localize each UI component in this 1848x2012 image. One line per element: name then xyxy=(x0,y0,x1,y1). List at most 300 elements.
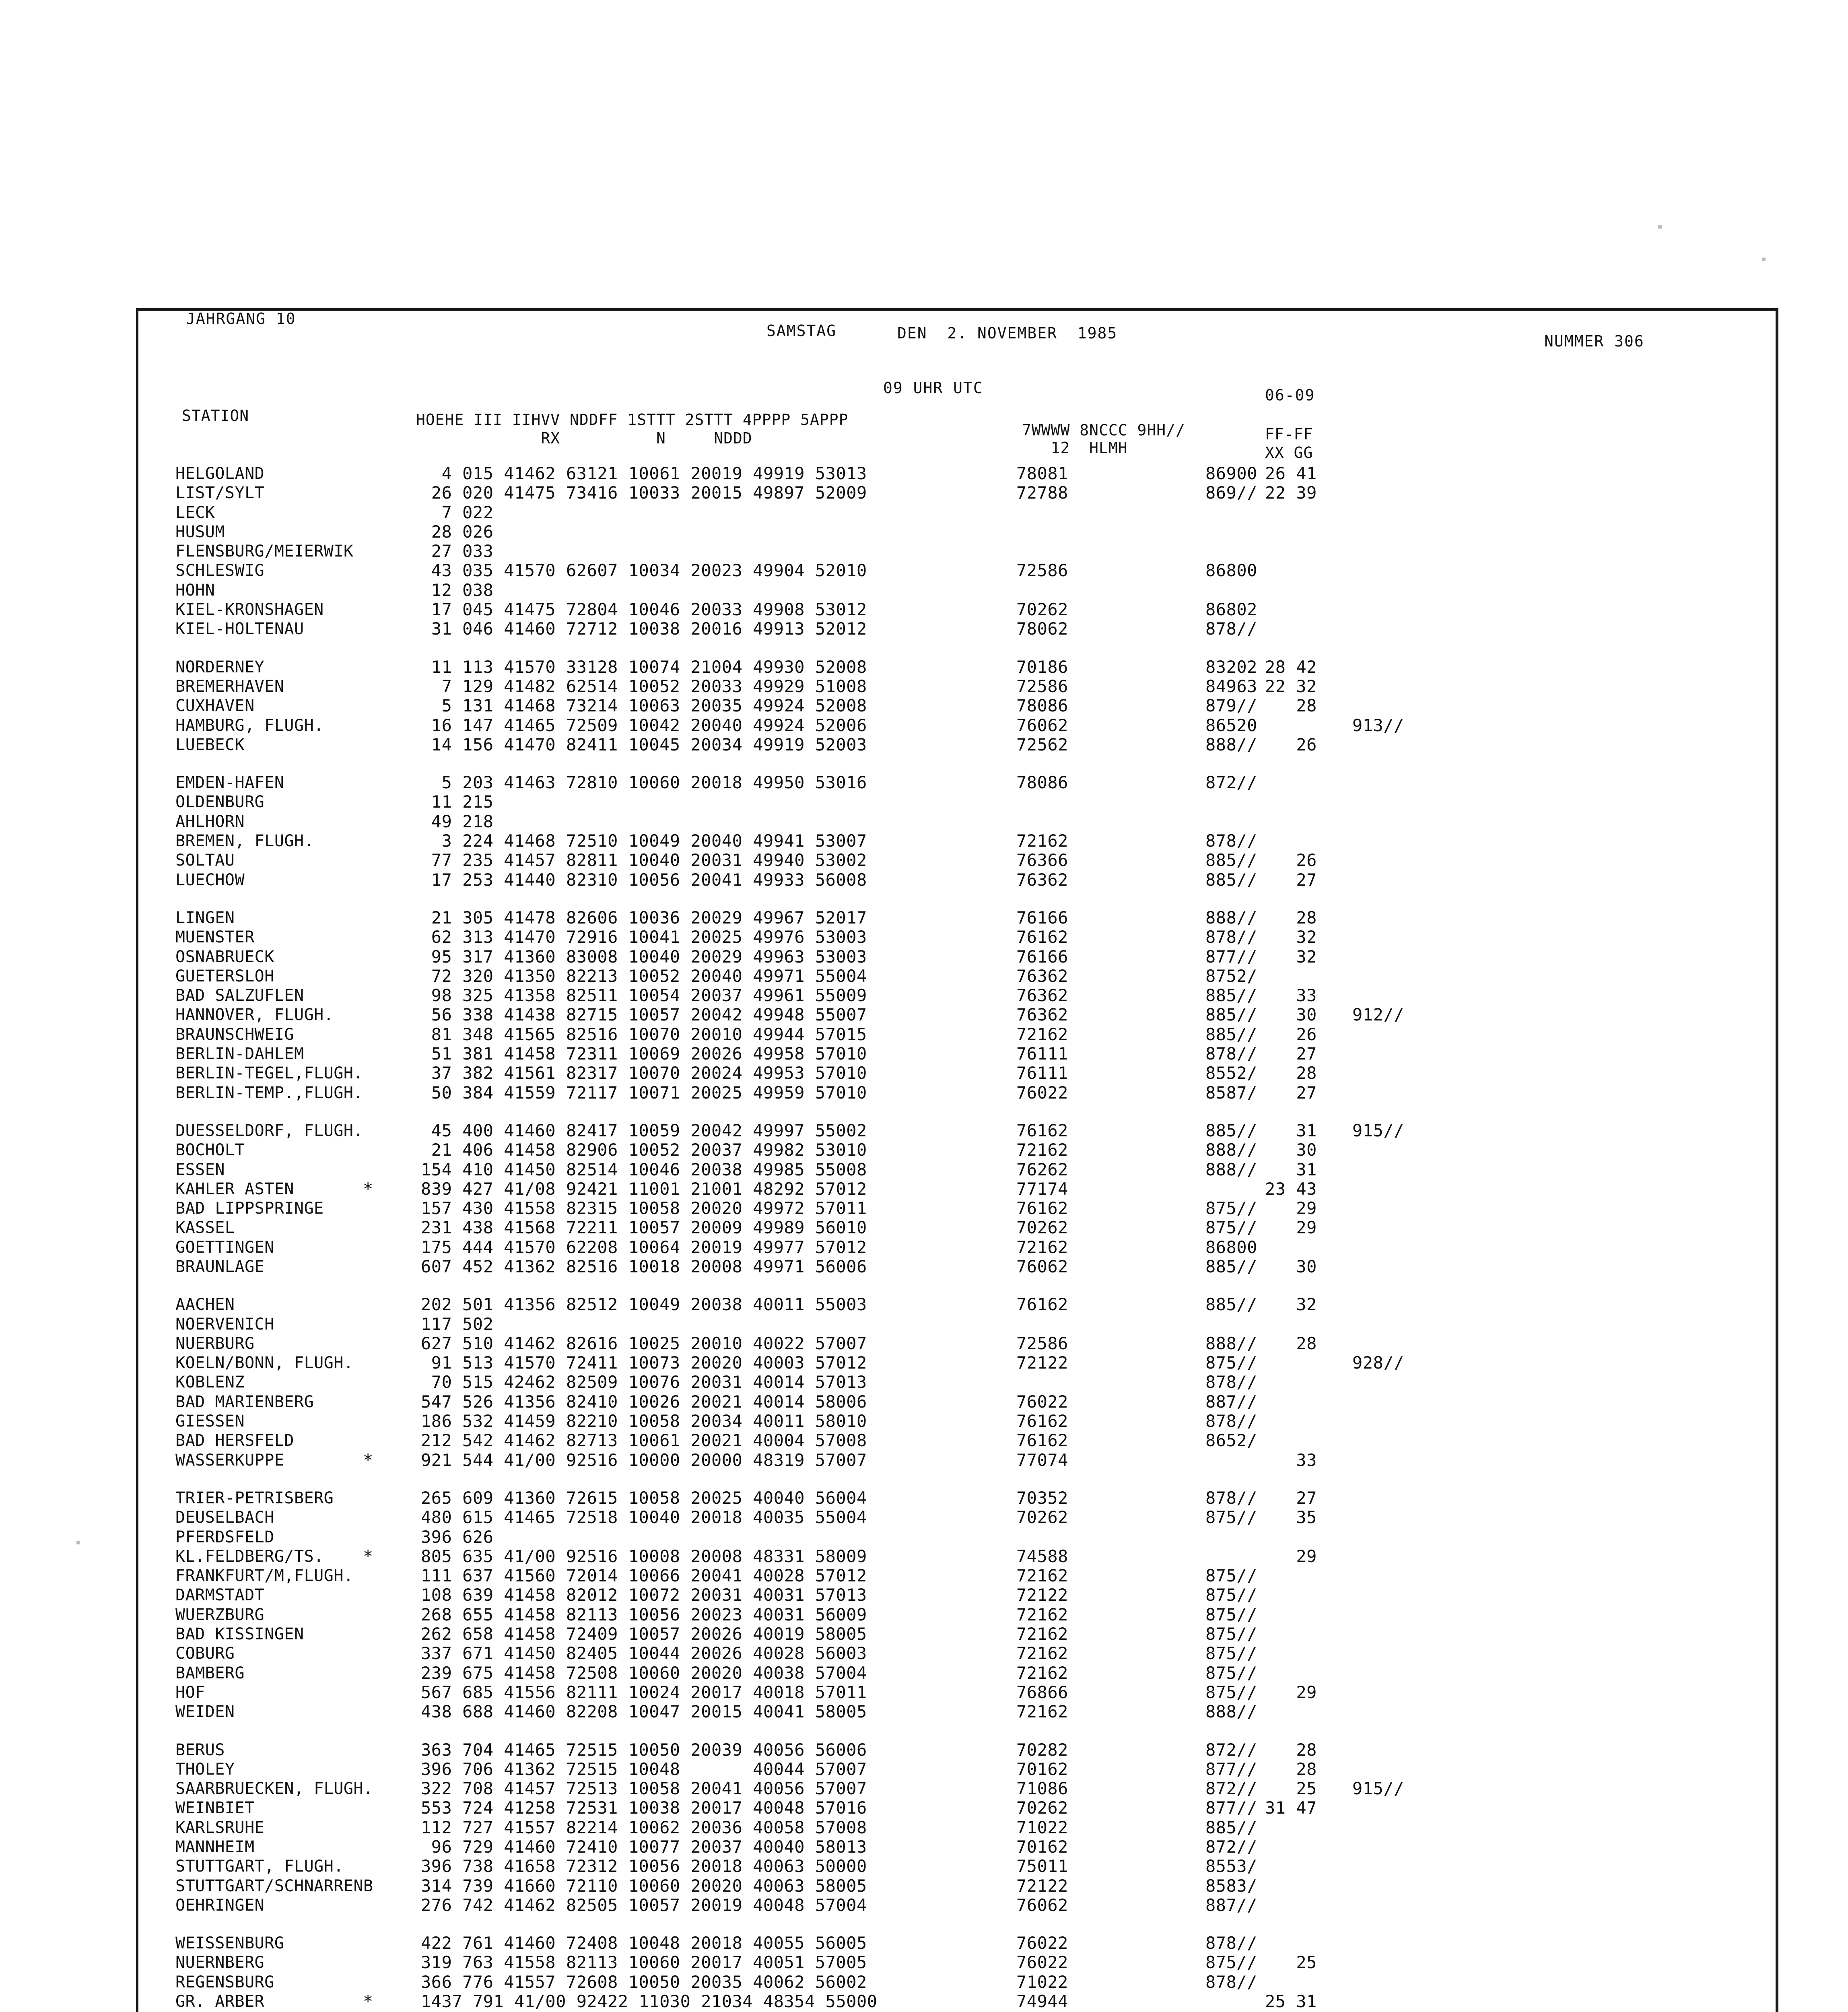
mountain-station-marker: * xyxy=(363,1179,373,1199)
observation-groups: 4 015 41462 63121 10061 20019 49919 53013 xyxy=(421,464,867,483)
wind-gust-ff: 28 xyxy=(1265,1759,1317,1779)
group-9hh: 928// xyxy=(1352,1353,1404,1373)
wind-gust-ff: 32 xyxy=(1265,1295,1317,1315)
group-7wwww: 76022 xyxy=(1016,1391,1068,1412)
group-7wwww: 72162 xyxy=(1016,831,1068,851)
wind-gust-ff: 28 xyxy=(1265,1063,1317,1083)
observation-groups: 202 501 41356 82512 10049 20038 40011 55003 xyxy=(421,1295,867,1315)
wind-gust-ff: 31 47 xyxy=(1265,1798,1317,1818)
station-name: COBURG xyxy=(175,1644,235,1663)
station-name: GIESSEN xyxy=(175,1412,245,1431)
group-7wwww: 72162 xyxy=(1016,1643,1068,1664)
station-name: EMDEN-HAFEN xyxy=(175,773,284,792)
station-name: WEIDEN xyxy=(175,1703,235,1721)
group-column-subheader: 12 HLMH xyxy=(1022,439,1128,457)
station-name: KAHLER ASTEN xyxy=(175,1179,294,1198)
group-7wwww: 76362 xyxy=(1016,985,1068,1006)
wind-gust-ff: 32 xyxy=(1265,927,1317,947)
group-9hh: 913// xyxy=(1352,715,1404,735)
group-8nccc: 8583/ xyxy=(1205,1876,1257,1896)
group-8nccc: 878// xyxy=(1205,1972,1257,1992)
station-name: WEISSENBURG xyxy=(175,1934,284,1953)
group-8nccc: 8553/ xyxy=(1205,1856,1257,1876)
observation-groups: 108 639 41458 82012 10072 20031 40031 57013 xyxy=(421,1585,867,1605)
wind-gust-ff: 30 xyxy=(1265,1140,1317,1160)
observation-groups: 547 526 41356 82410 10026 20021 40014 58006 xyxy=(421,1391,867,1412)
wind-gust-ff: 23 43 xyxy=(1265,1179,1317,1199)
group-7wwww: 75011 xyxy=(1016,1856,1068,1876)
observation-groups: 366 776 41557 72608 10050 20035 40062 56002 xyxy=(421,1972,867,1992)
group-8nccc: 885// xyxy=(1205,1817,1257,1837)
observation-groups: 12 038 xyxy=(421,580,494,600)
wind-gust-ff: 31 xyxy=(1265,1159,1317,1179)
scan-speck xyxy=(1762,258,1766,261)
station-name: DARMSTADT xyxy=(175,1586,265,1605)
wind-gust-ff: 27 xyxy=(1265,1488,1317,1508)
station-name: HAMBURG, FLUGH. xyxy=(175,716,324,735)
group-7wwww: 74944 xyxy=(1016,1991,1068,2012)
group-7wwww: 76162 xyxy=(1016,1411,1068,1431)
mountain-station-marker: * xyxy=(363,1991,373,2012)
station-name: KIEL-KRONSHAGEN xyxy=(175,600,324,619)
observation-groups: 567 685 41556 82111 10024 20017 40018 57011 xyxy=(421,1682,867,1702)
observation-groups: 50 384 41559 72117 10071 20025 49959 57010 xyxy=(421,1082,867,1103)
observation-groups: 56 338 41438 82715 10057 20042 49948 55007 xyxy=(421,1005,867,1025)
observation-groups: 17 253 41440 82310 10056 20041 49933 56008 xyxy=(421,870,867,890)
observation-groups: 91 513 41570 72411 10073 20020 40003 57012 xyxy=(421,1353,867,1373)
group-8nccc: 8587/ xyxy=(1205,1082,1257,1103)
observation-groups: 480 615 41465 72518 10040 20018 40035 55004 xyxy=(421,1507,867,1528)
wind-gust-ff: 32 xyxy=(1265,946,1317,967)
group-7wwww: 70162 xyxy=(1016,1837,1068,1857)
group-8nccc: 875// xyxy=(1205,1198,1257,1218)
group-8nccc: 885// xyxy=(1205,1005,1257,1025)
station-name: ESSEN xyxy=(175,1160,225,1179)
observation-groups: 72 320 41350 82213 10052 20040 49971 55004 xyxy=(421,966,867,986)
observation-groups: 268 655 41458 82113 10056 20023 40031 56009 xyxy=(421,1604,867,1624)
group-7wwww: 78062 xyxy=(1016,619,1068,639)
wind-gust-ff: 31 xyxy=(1265,1120,1317,1140)
station-name: KOBLENZ xyxy=(175,1373,245,1392)
station-name: GUETERSLOH xyxy=(175,967,274,985)
group-8nccc: 885// xyxy=(1205,1256,1257,1276)
group-7wwww: 70262 xyxy=(1016,1218,1068,1238)
observation-groups: 175 444 41570 62208 10064 20019 49977 57012 xyxy=(421,1237,867,1257)
station-name: OEHRINGEN xyxy=(175,1896,265,1915)
observation-groups: 322 708 41457 72513 10058 20041 40056 57007 xyxy=(421,1779,867,1799)
group-8nccc: 872// xyxy=(1205,1740,1257,1760)
observation-groups: 21 406 41458 82906 10052 20037 49982 53010 xyxy=(421,1140,867,1160)
station-name: HUSUM xyxy=(175,522,225,541)
observation-groups: 49 218 xyxy=(421,811,494,831)
jahrgang-label: JAHRGANG 10 xyxy=(186,310,296,328)
wind-gust-ff: 29 xyxy=(1265,1218,1317,1238)
wind-gust-ff: 25 xyxy=(1265,1779,1317,1799)
range-label: 06-09 xyxy=(1265,386,1315,404)
observation-groups: 77 235 41457 82811 10040 20031 49940 53002 xyxy=(421,850,867,870)
station-column-header: STATION xyxy=(182,407,249,425)
group-8nccc: 877// xyxy=(1205,1798,1257,1818)
observation-groups: 805 635 41/00 92516 10008 20008 48331 58009 xyxy=(421,1546,867,1566)
group-8nccc: 879// xyxy=(1205,696,1257,716)
station-name: BERLIN-TEGEL,FLUGH. xyxy=(175,1064,364,1083)
group-7wwww: 72122 xyxy=(1016,1876,1068,1896)
station-name: CUXHAVEN xyxy=(175,697,255,715)
group-8nccc: 887// xyxy=(1205,1391,1257,1412)
wind-gust-ff: 28 42 xyxy=(1265,657,1317,677)
wind-gust-ff: 30 xyxy=(1265,1005,1317,1025)
observation-groups: 98 325 41358 82511 10054 20037 49961 55009 xyxy=(421,985,867,1006)
station-name: WEINBIET xyxy=(175,1799,255,1818)
group-8nccc: 875// xyxy=(1205,1663,1257,1683)
station-name: FLENSBURG/MEIERWIK xyxy=(175,542,354,561)
group-7wwww: 71022 xyxy=(1016,1817,1068,1837)
group-7wwww: 78086 xyxy=(1016,773,1068,793)
observation-groups: 96 729 41460 72410 10077 20037 40040 58013 xyxy=(421,1837,867,1857)
time-label: 09 UHR UTC xyxy=(883,379,983,397)
observation-groups: 62 313 41470 72916 10041 20025 49976 53003 xyxy=(421,927,867,947)
station-name: LUECHOW xyxy=(175,870,245,889)
station-name: BOCHOLT xyxy=(175,1141,245,1160)
group-7wwww: 70162 xyxy=(1016,1759,1068,1779)
observation-groups: 11 113 41570 33128 10074 21004 49930 52008 xyxy=(421,657,867,677)
station-name: STUTTGART/SCHNARRENB xyxy=(175,1876,373,1895)
station-name: KARLSRUHE xyxy=(175,1818,265,1837)
group-7wwww: 70262 xyxy=(1016,1507,1068,1528)
observation-groups: 21 305 41478 82606 10036 20029 49967 52017 xyxy=(421,907,867,928)
group-8nccc: 878// xyxy=(1205,831,1257,851)
observation-groups: 921 544 41/00 92516 10000 20000 48319 57007 xyxy=(421,1450,867,1470)
station-name: KASSEL xyxy=(175,1218,235,1237)
station-name: NUERBURG xyxy=(175,1334,255,1353)
observation-groups: 265 609 41360 72615 10058 20025 40040 56004 xyxy=(421,1488,867,1508)
group-8nccc: 86802 xyxy=(1205,600,1257,620)
group-7wwww: 71022 xyxy=(1016,1972,1068,1992)
station-name: BAD MARIENBERG xyxy=(175,1392,314,1411)
station-name: AACHEN xyxy=(175,1295,235,1314)
observation-groups: 276 742 41462 82505 10057 20019 40048 57004 xyxy=(421,1895,867,1915)
observation-groups: 70 515 42462 82509 10076 20031 40014 57013 xyxy=(421,1372,867,1392)
station-name: BAMBERG xyxy=(175,1664,245,1682)
group-7wwww: 76262 xyxy=(1016,1159,1068,1179)
observation-groups: 7 022 xyxy=(421,502,494,522)
observation-groups: 363 704 41465 72515 10050 20039 40056 56006 xyxy=(421,1740,867,1760)
mountain-station-marker: * xyxy=(363,1546,373,1566)
group-7wwww: 72162 xyxy=(1016,1237,1068,1257)
observation-groups: 3 224 41468 72510 10049 20040 49941 53007 xyxy=(421,831,867,851)
station-name: STUTTGART, FLUGH. xyxy=(175,1857,344,1876)
group-7wwww: 70352 xyxy=(1016,1488,1068,1508)
station-name: HOF xyxy=(175,1683,205,1702)
observation-groups: 157 430 41558 82315 10058 20020 49972 57011 xyxy=(421,1198,867,1218)
group-column-header: 7WWWW 8NCCC 9HH// xyxy=(1022,421,1185,439)
station-name: SAARBRUECKEN, FLUGH. xyxy=(175,1779,373,1798)
group-8nccc: 875// xyxy=(1205,1643,1257,1664)
observation-groups: 37 382 41561 82317 10070 20024 49953 57010 xyxy=(421,1063,867,1083)
group-7wwww: 76111 xyxy=(1016,1044,1068,1064)
wind-gust-ff: 27 xyxy=(1265,1044,1317,1064)
observation-groups: 212 542 41462 82713 10061 20021 40004 57008 xyxy=(421,1431,867,1451)
group-9hh: 912// xyxy=(1352,1005,1404,1025)
group-8nccc: 888// xyxy=(1205,734,1257,754)
observation-groups: 14 156 41470 82411 10045 20034 49919 52003 xyxy=(421,734,867,754)
station-name: HANNOVER, FLUGH. xyxy=(175,1006,334,1025)
group-8nccc: 888// xyxy=(1205,1702,1257,1722)
station-name: GOETTINGEN xyxy=(175,1238,274,1257)
observation-groups: 607 452 41362 82516 10018 20008 49971 56006 xyxy=(421,1256,867,1276)
wind-gust-ff: 29 xyxy=(1265,1198,1317,1218)
station-name: BERUS xyxy=(175,1740,225,1759)
station-name: BERLIN-TEMP.,FLUGH. xyxy=(175,1083,364,1102)
group-7wwww: 78081 xyxy=(1016,464,1068,483)
group-8nccc: 84963 xyxy=(1205,676,1257,696)
observation-groups: 43 035 41570 62607 10034 20023 49904 52010 xyxy=(421,561,867,581)
group-7wwww: 72162 xyxy=(1016,1663,1068,1683)
station-name: PFERDSFELD xyxy=(175,1528,274,1546)
group-8nccc: 878// xyxy=(1205,1488,1257,1508)
station-name: AHLHORN xyxy=(175,812,245,831)
group-7wwww: 76362 xyxy=(1016,1005,1068,1025)
group-7wwww: 72162 xyxy=(1016,1604,1068,1624)
group-7wwww: 70186 xyxy=(1016,657,1068,677)
group-8nccc: 86900 xyxy=(1205,464,1257,483)
day-label: SAMSTAG xyxy=(766,322,837,340)
group-8nccc: 83202 xyxy=(1205,657,1257,677)
station-name: SCHLESWIG xyxy=(175,561,265,580)
wind-gust-ff: 27 xyxy=(1265,1082,1317,1103)
station-name: WASSERKUPPE xyxy=(175,1451,284,1470)
station-name: LECK xyxy=(175,503,215,522)
observation-groups: 422 761 41460 72408 10048 20018 40055 56005 xyxy=(421,1933,867,1953)
obs-column-header: HOEHE III IIHVV NDDFF 1STTT 2STTT 4PPPP 5APPP xyxy=(416,411,849,429)
group-7wwww: 72162 xyxy=(1016,1024,1068,1044)
group-8nccc: 8552/ xyxy=(1205,1063,1257,1083)
observation-groups: 1437 791 41/00 92422 11030 21034 48354 55000 xyxy=(421,1991,878,2012)
station-name: BREMEN, FLUGH. xyxy=(175,832,314,851)
group-8nccc: 878// xyxy=(1205,1933,1257,1953)
station-name: KIEL-HOLTENAU xyxy=(175,620,304,639)
observation-groups: 396 738 41658 72312 10056 20018 40063 50000 xyxy=(421,1856,867,1876)
station-name: BRAUNSCHWEIG xyxy=(175,1025,294,1044)
group-7wwww: 76111 xyxy=(1016,1063,1068,1083)
observation-groups: 31 046 41460 72712 10038 20016 49913 52012 xyxy=(421,619,867,639)
group-8nccc: 878// xyxy=(1205,619,1257,639)
group-7wwww: 76062 xyxy=(1016,715,1068,735)
station-name: TRIER-PETRISBERG xyxy=(175,1488,334,1507)
group-7wwww: 76062 xyxy=(1016,1895,1068,1915)
group-8nccc: 878// xyxy=(1205,1044,1257,1064)
group-8nccc: 885// xyxy=(1205,850,1257,870)
station-name: WUERZBURG xyxy=(175,1605,265,1624)
date-label: DEN 2. NOVEMBER 1985 xyxy=(897,324,1118,342)
group-7wwww: 72586 xyxy=(1016,1333,1068,1353)
wind-gust-ff: 28 xyxy=(1265,696,1317,716)
group-8nccc: 86800 xyxy=(1205,1237,1257,1257)
station-name: DEUSELBACH xyxy=(175,1508,274,1527)
station-name: KL.FELDBERG/TS. xyxy=(175,1547,324,1566)
group-8nccc: 877// xyxy=(1205,946,1257,967)
group-7wwww: 76162 xyxy=(1016,1120,1068,1140)
observation-groups: 95 317 41360 83008 10040 20029 49963 53003 xyxy=(421,946,867,967)
observation-groups: 154 410 41450 82514 10046 20038 49985 55008 xyxy=(421,1159,867,1179)
scan-speck xyxy=(1658,225,1662,229)
observation-groups: 16 147 41465 72509 10042 20040 49924 52006 xyxy=(421,715,867,735)
station-name: BAD KISSINGEN xyxy=(175,1625,304,1644)
observation-groups: 27 033 xyxy=(421,541,494,561)
station-name: BAD HERSFELD xyxy=(175,1431,294,1450)
obs-column-subheader: RX N NDDD xyxy=(416,429,752,447)
station-name: OSNABRUECK xyxy=(175,947,274,966)
station-name: LIST/SYLT xyxy=(175,484,265,503)
group-7wwww: 72162 xyxy=(1016,1624,1068,1644)
scan-speck xyxy=(76,1541,80,1544)
wind-gust-ff: 26 41 xyxy=(1265,464,1317,483)
wind-gust-ff: 27 xyxy=(1265,870,1317,890)
group-8nccc: 885// xyxy=(1205,985,1257,1006)
group-8nccc: 885// xyxy=(1205,1024,1257,1044)
group-8nccc: 875// xyxy=(1205,1624,1257,1644)
group-7wwww: 76162 xyxy=(1016,1295,1068,1315)
station-name: BAD LIPPSPRINGE xyxy=(175,1199,324,1218)
station-name: SOLTAU xyxy=(175,851,235,870)
observation-groups: 26 020 41475 73416 10033 20015 49897 52009 xyxy=(421,483,867,503)
wind-gust-ff: 26 xyxy=(1265,734,1317,754)
observation-groups: 111 637 41560 72014 10066 20041 40028 57012 xyxy=(421,1566,867,1586)
group-7wwww: 72162 xyxy=(1016,1702,1068,1722)
group-7wwww: 76362 xyxy=(1016,966,1068,986)
wind-gust-ff: 28 xyxy=(1265,1740,1317,1760)
observation-groups: 51 381 41458 72311 10069 20026 49958 57010 xyxy=(421,1044,867,1064)
table-frame xyxy=(136,308,1778,2012)
group-7wwww: 76866 xyxy=(1016,1682,1068,1702)
group-7wwww: 71086 xyxy=(1016,1779,1068,1799)
observation-groups: 396 706 41362 72515 10048 40044 57007 xyxy=(421,1759,867,1779)
wind-gust-ff: 33 xyxy=(1265,985,1317,1006)
group-8nccc: 875// xyxy=(1205,1682,1257,1702)
group-7wwww: 72162 xyxy=(1016,1566,1068,1586)
group-7wwww: 74588 xyxy=(1016,1546,1068,1566)
group-8nccc: 878// xyxy=(1205,1372,1257,1392)
group-7wwww: 72586 xyxy=(1016,561,1068,581)
group-7wwww: 76166 xyxy=(1016,946,1068,967)
group-8nccc: 875// xyxy=(1205,1566,1257,1586)
observation-groups: 5 203 41463 72810 10060 20018 49950 53016 xyxy=(421,773,867,793)
group-7wwww: 72788 xyxy=(1016,483,1068,503)
station-name: BRAUNLAGE xyxy=(175,1257,265,1276)
group-7wwww: 72122 xyxy=(1016,1353,1068,1373)
group-8nccc: 878// xyxy=(1205,927,1257,947)
group-8nccc: 885// xyxy=(1205,870,1257,890)
observation-groups: 319 763 41558 82113 10060 20017 40051 57005 xyxy=(421,1952,867,1973)
wind-gust-ff: 26 xyxy=(1265,1024,1317,1044)
group-8nccc: 869// xyxy=(1205,483,1257,503)
observation-groups: 262 658 41458 72409 10057 20026 40019 58005 xyxy=(421,1624,867,1644)
wind-gust-ff: 28 xyxy=(1265,1333,1317,1353)
group-7wwww: 70262 xyxy=(1016,1798,1068,1818)
wind-gust-ff: 29 xyxy=(1265,1682,1317,1702)
wind-gust-ff: 30 xyxy=(1265,1256,1317,1276)
group-8nccc: 872// xyxy=(1205,1779,1257,1799)
station-name: BERLIN-DAHLEM xyxy=(175,1045,304,1064)
observation-groups: 553 724 41258 72531 10038 20017 40048 57016 xyxy=(421,1798,867,1818)
observation-groups: 239 675 41458 72508 10060 20020 40038 57004 xyxy=(421,1663,867,1683)
group-7wwww: 76162 xyxy=(1016,927,1068,947)
group-8nccc: 875// xyxy=(1205,1585,1257,1605)
group-7wwww: 72162 xyxy=(1016,1140,1068,1160)
group-7wwww: 76366 xyxy=(1016,850,1068,870)
station-name: DUESSELDORF, FLUGH. xyxy=(175,1121,364,1140)
station-name: GR. ARBER xyxy=(175,1992,265,2011)
wind-gust-ff: 33 xyxy=(1265,1450,1317,1470)
group-8nccc: 888// xyxy=(1205,1140,1257,1160)
observation-groups: 337 671 41450 82405 10044 20026 40028 56003 xyxy=(421,1643,867,1664)
group-7wwww: 77174 xyxy=(1016,1179,1068,1199)
group-7wwww: 76022 xyxy=(1016,1933,1068,1953)
observation-groups: 627 510 41462 82616 10025 20010 40022 57007 xyxy=(421,1333,867,1353)
station-name: BAD SALZUFLEN xyxy=(175,986,304,1005)
group-7wwww: 76022 xyxy=(1016,1952,1068,1973)
group-7wwww: 76162 xyxy=(1016,1198,1068,1218)
station-name: MUENSTER xyxy=(175,928,255,947)
group-7wwww: 76162 xyxy=(1016,1431,1068,1451)
wind-gust-ff: 29 xyxy=(1265,1546,1317,1566)
group-8nccc: 885// xyxy=(1205,1120,1257,1140)
station-name: OLDENBURG xyxy=(175,793,265,812)
group-7wwww: 76022 xyxy=(1016,1082,1068,1103)
group-8nccc: 885// xyxy=(1205,1295,1257,1315)
nummer-label: NUMMER 306 xyxy=(1544,332,1644,350)
group-7wwww: 76062 xyxy=(1016,1256,1068,1276)
group-9hh: 915// xyxy=(1352,1120,1404,1140)
group-8nccc: 875// xyxy=(1205,1507,1257,1528)
group-8nccc: 872// xyxy=(1205,1837,1257,1857)
group-8nccc: 888// xyxy=(1205,1159,1257,1179)
station-name: KOELN/BONN, FLUGH. xyxy=(175,1354,354,1373)
station-name: THOLEY xyxy=(175,1760,235,1779)
group-8nccc: 887// xyxy=(1205,1895,1257,1915)
wind-gust-ff: 25 xyxy=(1265,1952,1317,1973)
mountain-station-marker: * xyxy=(363,1450,373,1470)
wind-gust-ff: 25 31 xyxy=(1265,1991,1317,2012)
group-8nccc: 8752/ xyxy=(1205,966,1257,986)
station-name: HELGOLAND xyxy=(175,464,265,483)
group-7wwww: 78086 xyxy=(1016,696,1068,716)
group-8nccc: 878// xyxy=(1205,1411,1257,1431)
observation-groups: 314 739 41660 72110 10060 20020 40063 58005 xyxy=(421,1876,867,1896)
group-8nccc: 875// xyxy=(1205,1952,1257,1973)
group-7wwww: 70282 xyxy=(1016,1740,1068,1760)
station-name: NOERVENICH xyxy=(175,1315,274,1334)
group-8nccc: 875// xyxy=(1205,1604,1257,1624)
station-name: LINGEN xyxy=(175,908,235,927)
group-8nccc: 875// xyxy=(1205,1218,1257,1238)
wind-gust-ff: 26 xyxy=(1265,850,1317,870)
wind-gust-ff: 22 32 xyxy=(1265,676,1317,696)
group-7wwww: 76166 xyxy=(1016,907,1068,928)
group-8nccc: 872// xyxy=(1205,773,1257,793)
observation-groups: 81 348 41565 82516 10070 20010 49944 57015 xyxy=(421,1024,867,1044)
group-8nccc: 888// xyxy=(1205,1333,1257,1353)
station-name: REGENSBURG xyxy=(175,1973,274,1991)
observation-groups: 438 688 41460 82208 10047 20015 40041 58005 xyxy=(421,1702,867,1722)
observation-groups: 117 502 xyxy=(421,1314,494,1334)
station-name: BREMERHAVEN xyxy=(175,677,284,696)
group-8nccc: 875// xyxy=(1205,1353,1257,1373)
group-9hh: 915// xyxy=(1352,1779,1404,1799)
observation-groups: 45 400 41460 82417 10059 20042 49997 55002 xyxy=(421,1120,867,1140)
wind-gust-ff: 35 xyxy=(1265,1507,1317,1528)
observation-groups: 396 626 xyxy=(421,1527,494,1547)
